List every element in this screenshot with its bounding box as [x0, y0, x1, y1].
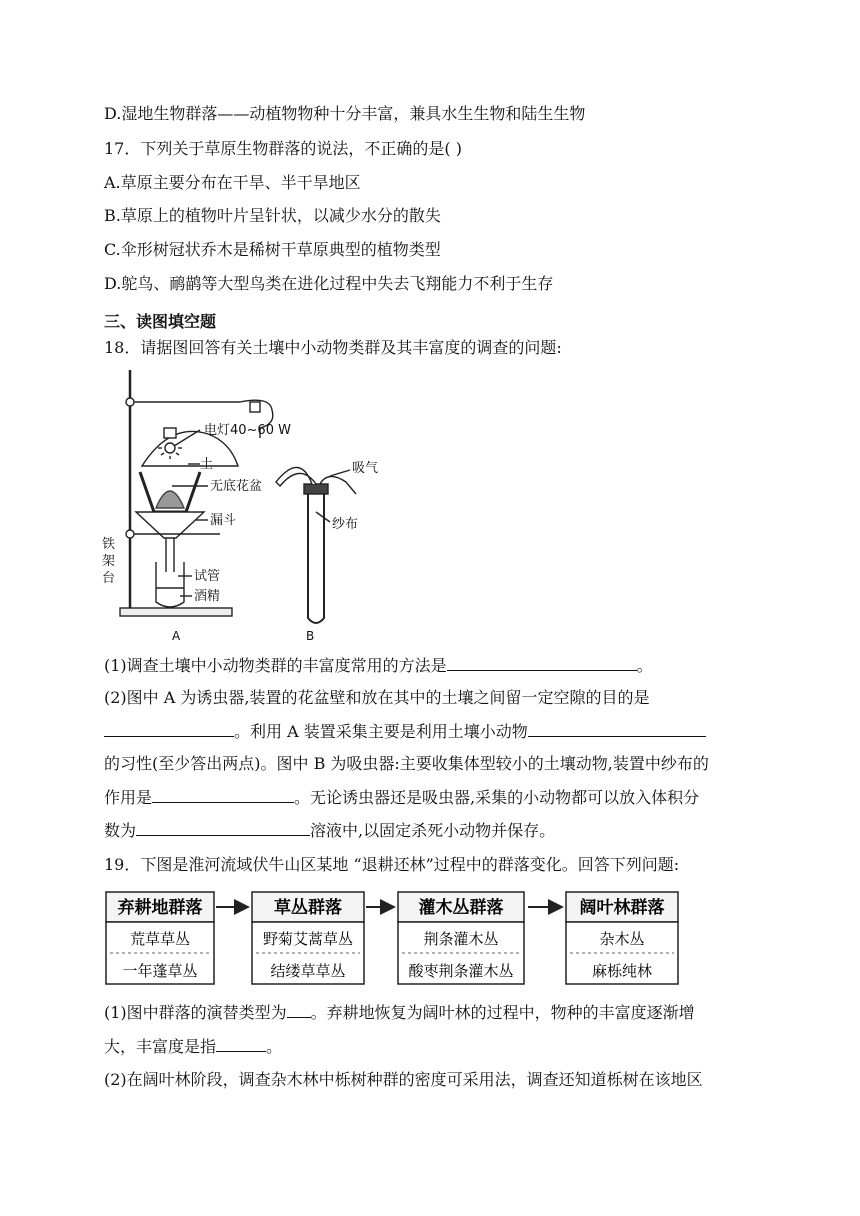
stage-2-item-2: 结缕草草丛: [270, 962, 346, 980]
pot-label: 无底花盆: [210, 479, 263, 494]
tube-label: 试管: [194, 569, 221, 584]
q19-stem: 19．下图是淮河流域伏牛山区某地 “退耕还林”过程中的群落变化。回答下列问题:: [104, 855, 680, 874]
stopper: [304, 484, 328, 494]
gauze-label: 纱布: [332, 517, 359, 532]
stage-4: [566, 892, 678, 984]
stage-4-title: 阔叶林群落: [579, 898, 665, 918]
stand-label-1: 铁: [102, 537, 116, 552]
q17-option-b: B.草原上的植物叶片呈针状，以减少水分的散失: [104, 206, 441, 225]
q16-option-d: D.湿地生物群落——动植物物种十分丰富，兼具水生生物和陆生生物: [104, 104, 586, 123]
q18-part2-line3: 的习性(至少答出两点)。图中 B 为吸虫器:主要收集体型较小的土壤动物,装置中纱布的: [104, 754, 709, 773]
answer-blank[interactable]: [136, 820, 310, 836]
stage-3-item-2: 酸枣荆条灌木丛: [408, 962, 514, 980]
section-title: 三、读图填空题: [104, 312, 217, 331]
answer-blank[interactable]: [152, 787, 294, 803]
stage-2: [252, 892, 364, 984]
caption-a: A: [172, 629, 181, 643]
lamp-label: 电灯40~60 W: [204, 423, 291, 438]
q17-option-a: A.草原主要分布在干旱、半干旱地区: [104, 173, 361, 192]
q19-part1-line1: (1)图中群落的演替类型为 。弃耕地恢复为阔叶林的过程中，物种的丰富度逐渐增: [104, 1003, 695, 1022]
q18-stem: 18．请据图回答有关土壤中小动物类群及其丰富度的调查的问题:: [104, 338, 562, 357]
stage-3-item-1: 荆条灌木丛: [423, 930, 499, 948]
stage-1: [106, 892, 214, 984]
stage-3: [398, 892, 524, 984]
suction-label: 吸气: [352, 461, 379, 476]
answer-blank[interactable]: [528, 721, 706, 737]
q17-option-c: C.伞形树冠状乔木是稀树干草原典型的植物类型: [104, 240, 441, 259]
stand-label-2: 架: [102, 554, 116, 569]
answer-blank[interactable]: [447, 655, 637, 671]
stand-label-3: 台: [102, 571, 116, 586]
caption-b: B: [306, 629, 315, 643]
q19-part2-line1: (2)在阔叶林阶段，调查杂木林中栎树种群的密度可采用法，调查还知道栎树在该地区: [104, 1070, 703, 1089]
stage-2-title: 草丛群落: [274, 898, 342, 918]
stage-4-item-1: 杂木丛: [599, 930, 645, 948]
q18-part2-line5: 数为 溶液中,以固定杀死小动物并保存。: [104, 821, 556, 840]
stage-2-item-1: 野菊艾蒿草丛: [262, 930, 354, 948]
q18-apparatus-figure: [100, 362, 400, 648]
q18-part1: (1)调查土壤中小动物类群的丰富度常用的方法是 。: [104, 656, 653, 675]
q17-stem: 17．下列关于草原生物群落的说法，不正确的是( ): [104, 139, 462, 158]
q18-part2-line1: (2)图中 A 为诱虫器,装置的花盆壁和放在其中的土壤之间留一定空隙的目的是: [104, 688, 650, 707]
q17-option-d: D.鸵鸟、鸸鹋等大型鸟类在进化过程中失去飞翔能力不利于生存: [104, 274, 554, 293]
q19-part1-line2: 大，丰富度是指 。: [104, 1037, 283, 1056]
alcohol-label: 酒精: [194, 589, 221, 604]
stand-base: [120, 608, 232, 616]
soil-label: 土: [200, 457, 214, 472]
stage-3-title: 灌木丛群落: [418, 898, 504, 918]
stage-1-title: 弃耕地群落: [117, 898, 203, 918]
answer-blank[interactable]: [287, 1002, 311, 1018]
stage-1-item-1: 荒草草丛: [129, 930, 191, 948]
succession-flowchart: [104, 888, 684, 988]
soil-pile: [156, 491, 184, 508]
q18-part2-line2: 。利用 A 装置采集主要是利用土壤小动物: [104, 721, 706, 742]
answer-blank[interactable]: [104, 721, 234, 737]
stage-1-item-2: 一年蓬草丛: [122, 962, 198, 980]
funnel-label: 漏斗: [210, 513, 237, 528]
stage-4-item-2: 麻栎纯林: [591, 962, 653, 980]
answer-blank[interactable]: [216, 1036, 266, 1052]
test-tube: [156, 562, 184, 607]
suction-tube: [308, 492, 324, 623]
q18-part2-line4: 作用是 。无论诱虫器还是吸虫器,采集的小动物都可以放入体积分: [104, 788, 700, 807]
